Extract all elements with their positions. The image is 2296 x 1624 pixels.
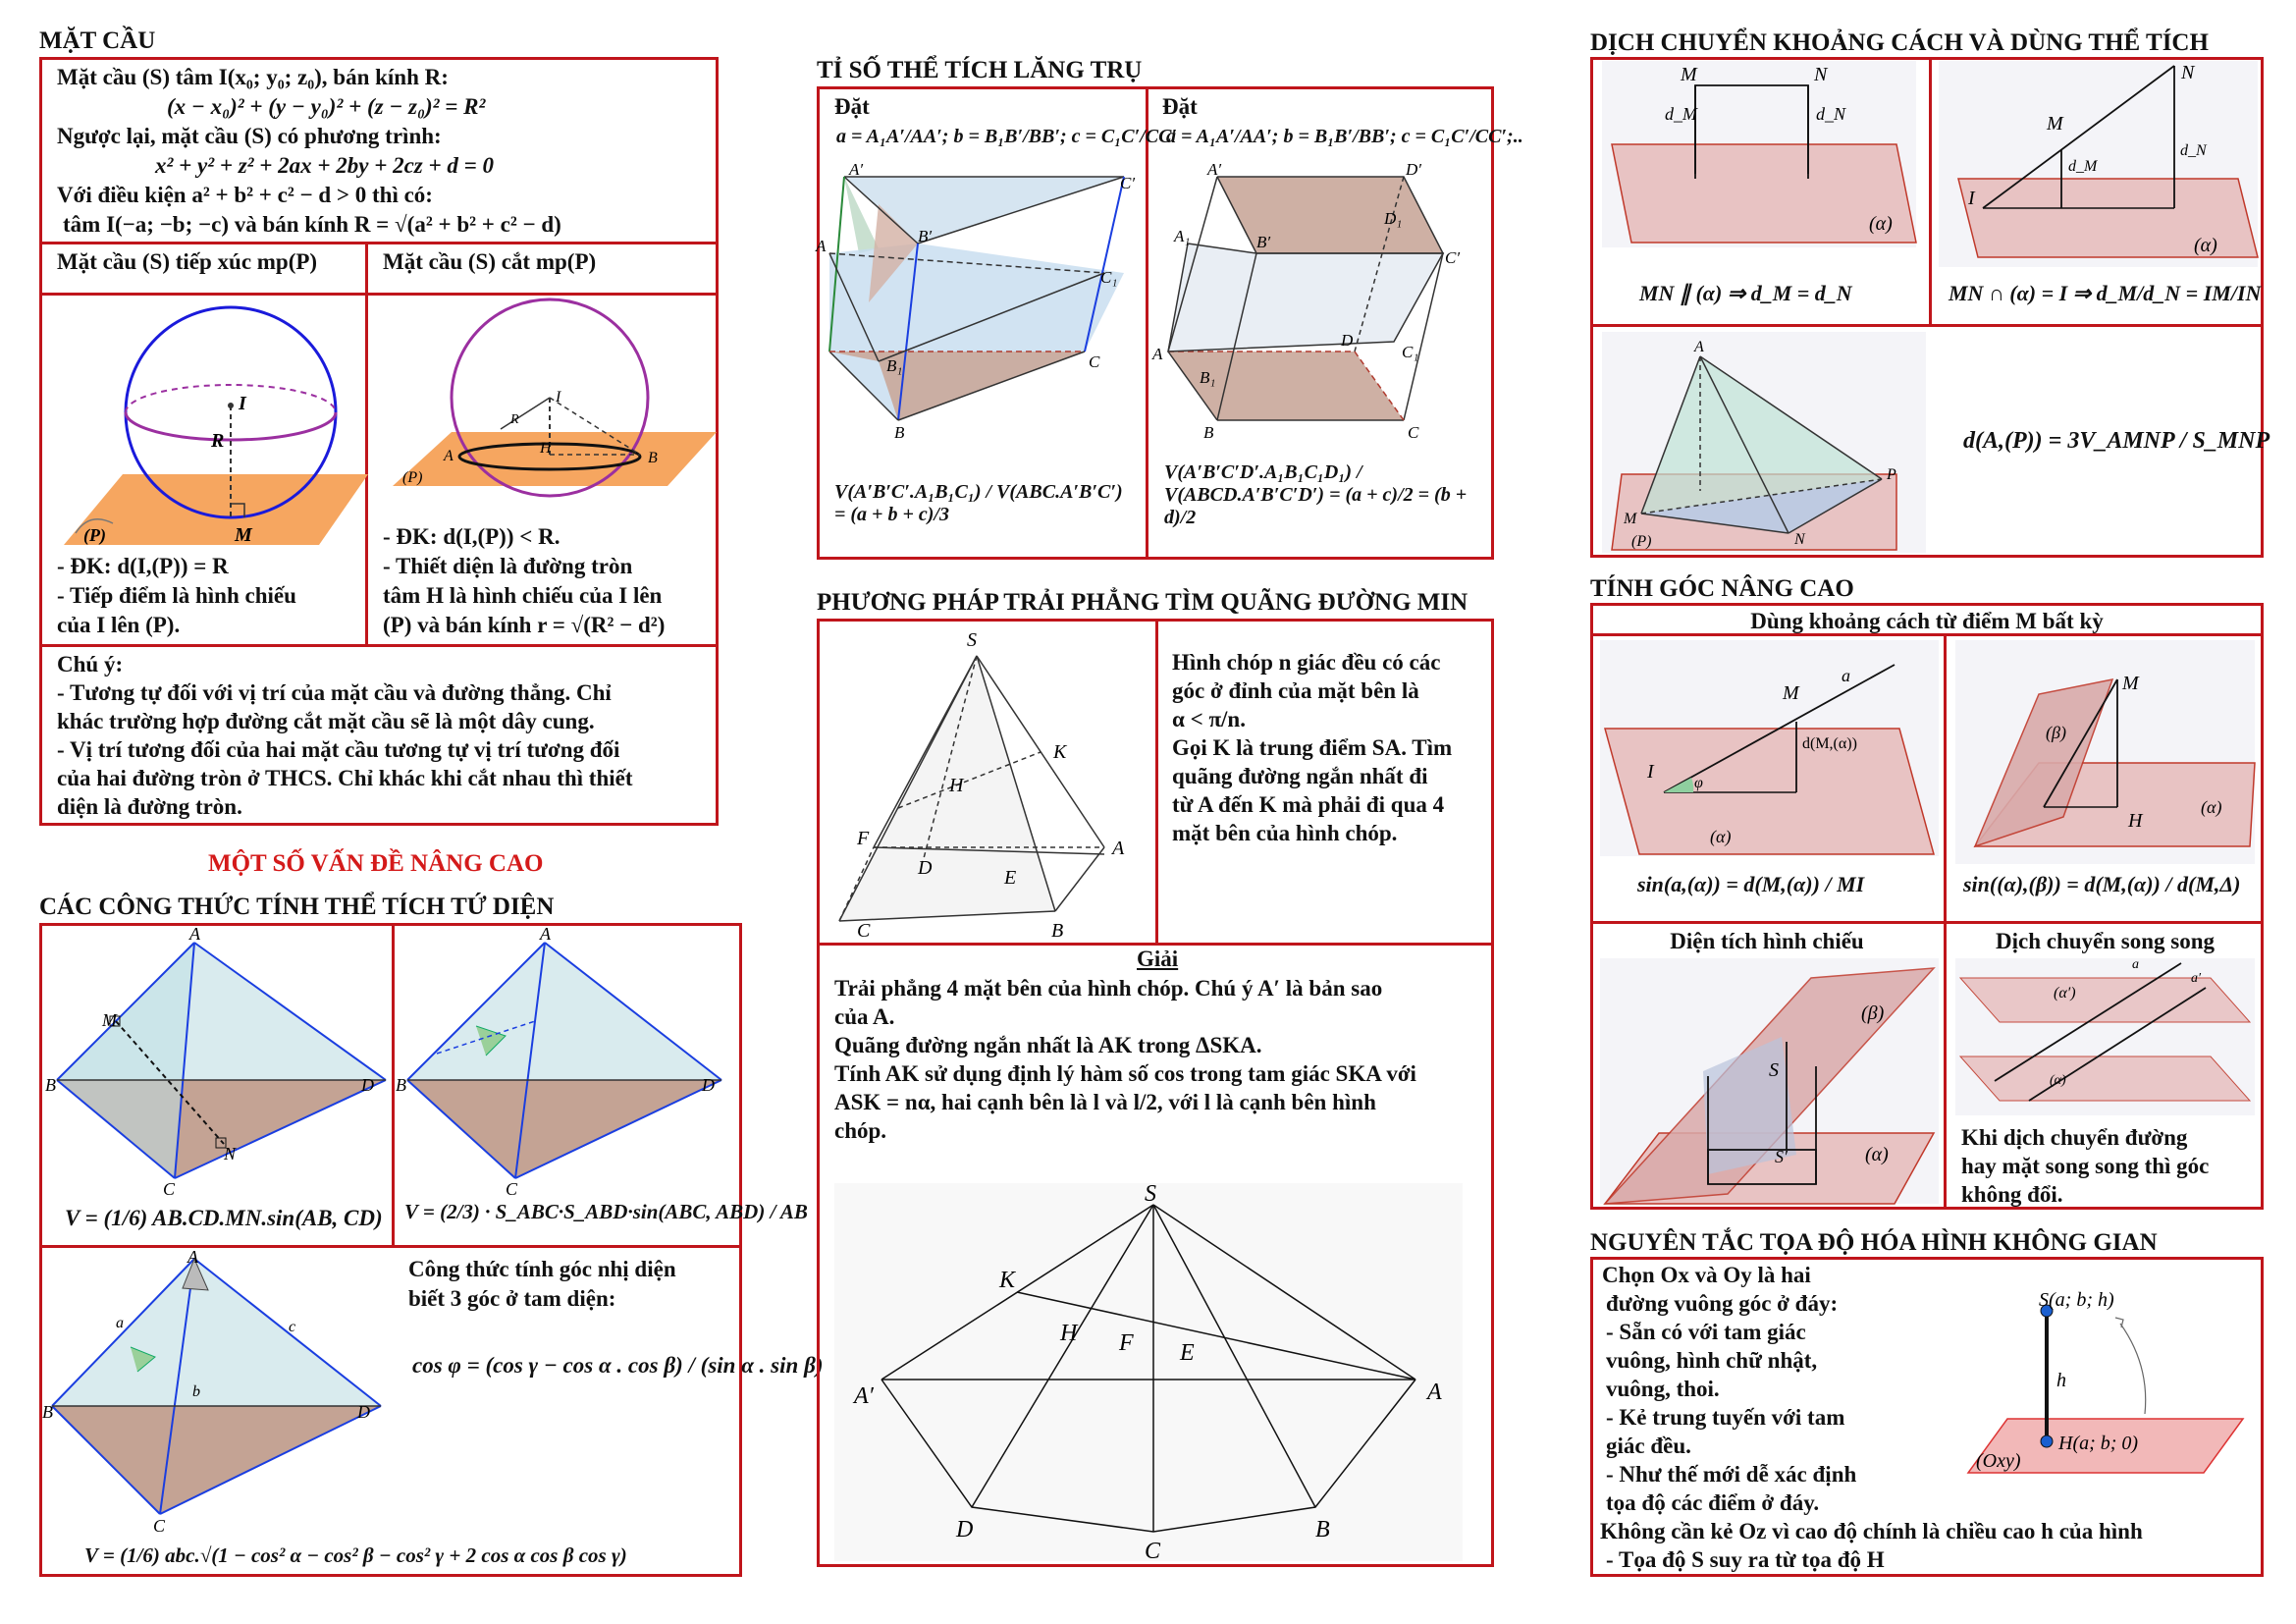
svg-text:(α): (α) [1865, 1144, 1889, 1165]
svg-text:A: A [816, 237, 827, 255]
svg-text:S′: S′ [1775, 1147, 1788, 1166]
note-line: - Tương tự đối với vị trí của mặt cầu và đường thẳng. Chỉ [57, 680, 612, 705]
cut-title: Mặt cầu (S) cắt mp(P) [383, 249, 597, 274]
svg-text:B: B [648, 450, 658, 466]
prism-formula-right: V(A′B′C′D′.A₁B₁C₁D₁) / V(ABCD.A′B′C′D′) = (a + c)/2 = (b + d)/2 [1164, 461, 1468, 528]
svg-text:D′: D′ [1406, 160, 1421, 179]
svg-text:I: I [1968, 188, 1975, 209]
svg-text:C: C [163, 1179, 176, 1199]
sphere-definition [57, 63, 561, 240]
note-line: diện là đường tròn. [57, 794, 242, 819]
angle-box-title: Dùng khoảng cách từ điểm M bất kỳ [1750, 609, 2104, 633]
volume-distance-figure [1602, 332, 1926, 553]
solution-text [834, 974, 1416, 1145]
svg-text:A′: A′ [854, 1383, 874, 1409]
svg-text:C: C [1408, 423, 1419, 442]
coord-label-plane: (Oxy) [1976, 1450, 2021, 1472]
problem-line: Hình chóp n giác đều có các [1172, 650, 1441, 675]
svg-text:(P): (P) [1631, 533, 1652, 550]
shift-note-line: Khi dịch chuyển đường [1961, 1125, 2188, 1150]
formula-cos: cos φ = (cos γ − cos α . cos β) / (sin α . sin β) [412, 1353, 824, 1378]
solution-line: ASK = nα, hai cạnh bên là l và l/2, với l là cạnh bên hình [834, 1090, 1376, 1114]
pyramid-figure [829, 626, 1144, 941]
parallel-shift-title: Dịch chuyển song song [1995, 929, 2216, 953]
ratio-left: a = A₁A′/AA′; b = B₁B′/BB′; c = C₁C′/CC′ [836, 126, 1178, 147]
coord-label-h: h [2056, 1370, 2066, 1391]
svg-text:(P): (P) [402, 469, 423, 486]
problem-line: mặt bên của hình chóp. [1172, 821, 1398, 845]
svg-text:M: M [1624, 511, 1637, 527]
svg-text:(α): (α) [2050, 1073, 2066, 1088]
parallel-formula: MN ∥ (α) ⇒ d_M = d_N [1639, 281, 1852, 305]
tangent-note: của I lên (P). [57, 613, 181, 637]
ratio-right: a = A₁A′/AA′; b = B₁B′/BB′; c = C₁C′/CC′;.. [1166, 126, 1523, 147]
sin-plane-plane-formula: sin((α),(β)) = d(M,(α)) / d(M,Δ) [1963, 872, 2241, 896]
projection-title: Diện tích hình chiếu [1670, 929, 1864, 953]
svg-text:F: F [857, 828, 870, 849]
cut-note: - ĐK: d(I,(P)) < R. [383, 524, 561, 549]
triangular-prism-figure [816, 160, 1144, 445]
svg-text:R: R [510, 412, 519, 427]
svg-text:N: N [2181, 62, 2195, 83]
note-line: Chú ý: [57, 652, 124, 677]
svg-text:H: H [949, 775, 964, 796]
svg-text:D: D [956, 1517, 974, 1543]
note-line: khác trường hợp đường cắt mặt cầu sẽ là một dây cung. [57, 709, 595, 733]
coord-heading: NGUYÊN TẮC TỌA ĐỘ HÓA HÌNH KHÔNG GIAN [1590, 1229, 2158, 1256]
svg-text:A: A [1694, 339, 1704, 355]
svg-text:I: I [1647, 761, 1654, 783]
svg-text:F: F [1119, 1330, 1134, 1356]
coord-label-hpoint: H(a; b; 0) [2058, 1433, 2139, 1454]
svg-text:D₁: D₁ [1384, 209, 1403, 228]
prism-formula-left: V(A′B′C′.A₁B₁C₁) / V(ABC.A′B′C′) = (a + b + c)/3 [834, 481, 1123, 525]
svg-text:A: A [1427, 1380, 1442, 1405]
dihedral-line: Công thức tính góc nhị diện [408, 1257, 676, 1281]
svg-text:C: C [857, 920, 871, 942]
coord-label-s: S(a; b; h) [2039, 1289, 2114, 1311]
svg-text:B: B [45, 1075, 56, 1095]
svg-text:H: H [540, 440, 552, 457]
coord-line: giác đều. [1606, 1434, 1691, 1458]
shift-note-line: không đổi. [1961, 1182, 2063, 1207]
coord-line: vuông, thoi. [1606, 1377, 1720, 1401]
sphere-def-line: tâm I(−a; −b; −c) và bán kính R = √(a² + b² + c² − d) [63, 212, 561, 237]
svg-text:B₁: B₁ [1200, 368, 1216, 387]
angle-heading: TÍNH GÓC NÂNG CAO [1590, 575, 1854, 602]
sphere-def-line: Ngược lại, mặt cầu (S) có phương trình: [57, 124, 442, 148]
svg-text:C: C [1089, 352, 1100, 371]
svg-text:D: D [1341, 331, 1354, 350]
svg-text:A: A [444, 448, 454, 464]
svg-text:H: H [2128, 810, 2143, 832]
sphere-def-line: Với điều kiện a² + b² + c² − d > 0 thì có: [57, 183, 433, 207]
svg-text:C: C [153, 1516, 166, 1536]
svg-text:A′: A′ [849, 160, 864, 179]
coord-line: Không cần kẻ Oz vì cao độ chính là chiều cao h của hình [1600, 1519, 2143, 1543]
svg-text:R: R [211, 430, 225, 452]
svg-text:M: M [235, 524, 252, 546]
svg-text:D: D [702, 1075, 715, 1095]
plane-p [393, 432, 717, 486]
cut-notes [383, 522, 665, 640]
svg-text:N: N [1814, 64, 1828, 85]
svg-text:B′: B′ [918, 227, 933, 245]
solution-line: của A. [834, 1004, 895, 1029]
svg-text:d_N: d_N [2180, 142, 2207, 159]
solution-line: Tính AK sử dụng định lý hàm số cos trong tam giác SKA với [834, 1061, 1416, 1086]
svg-text:a′: a′ [2191, 971, 2202, 986]
problem-line: góc ở đỉnh của mặt bên là [1172, 678, 1419, 703]
svg-text:(α): (α) [2194, 235, 2217, 256]
svg-text:φ: φ [1694, 775, 1703, 791]
svg-text:B: B [42, 1402, 53, 1422]
svg-text:A₁: A₁ [1174, 227, 1191, 245]
svg-text:d_M: d_M [2068, 158, 2098, 175]
svg-text:d(M,(α)): d(M,(α)) [1802, 735, 1857, 752]
sphere-def-line: x² + y² + z² + 2ax + 2by + 2cz + d = 0 [155, 153, 494, 178]
svg-text:D: D [918, 857, 933, 879]
prism-heading: TỈ SỐ THỂ TÍCH LĂNG TRỤ [817, 57, 1143, 83]
svg-text:I: I [239, 393, 246, 414]
coord-line: tọa độ các điểm ở đáy. [1606, 1490, 1820, 1515]
svg-text:A: A [189, 924, 200, 944]
tangent-sphere-figure [54, 299, 368, 555]
svg-text:C: C [1145, 1539, 1161, 1564]
svg-text:M: M [2122, 673, 2139, 694]
svg-text:D: D [361, 1075, 374, 1095]
svg-text:C′: C′ [1445, 248, 1461, 267]
tetrahedron-figure-1 [45, 924, 386, 1199]
problem-line: Gọi K là trung điểm SA. Tìm [1172, 735, 1453, 760]
svg-text:A: A [1112, 838, 1125, 859]
projection-area-figure [1600, 958, 1939, 1204]
coordinate-figure [1949, 1276, 2253, 1492]
note-line: - Vị trí tương đối của hai mặt cầu tương tự vị trí tương đối [57, 737, 620, 762]
parallel-shift-figure [1955, 958, 2255, 1115]
svg-text:a: a [2132, 957, 2139, 972]
formula-v3: V = (1/6) abc.√(1 − cos² α − cos² β − cos² γ + 2 cos α cos β cos γ) [84, 1543, 627, 1567]
tangent-note: - Tiếp điểm là hình chiếu [57, 583, 296, 608]
svg-text:a: a [1842, 666, 1850, 685]
intersect-formula: MN ∩ (α) = I ⇒ d_M/d_N = IM/IN [1949, 281, 2262, 305]
intersect-distance-figure [1939, 61, 2258, 267]
svg-text:(α): (α) [2201, 797, 2222, 817]
svg-text:M: M [1783, 682, 1799, 704]
tangent-title: Mặt cầu (S) tiếp xúc mp(P) [57, 249, 318, 274]
cut-note: - Thiết diện là đường tròn [383, 554, 633, 578]
svg-text:C₁: C₁ [1100, 268, 1118, 287]
svg-text:N: N [224, 1144, 237, 1164]
svg-text:(α): (α) [1710, 827, 1732, 846]
prism-left-dat: Đặt [834, 94, 870, 119]
note-block [57, 650, 633, 821]
shift-note [1961, 1123, 2209, 1209]
svg-text:B₁: B₁ [886, 356, 903, 375]
problem-line: α < π/n. [1172, 707, 1246, 731]
svg-text:(α′): (α′) [2054, 985, 2076, 1001]
tangent-notes [57, 552, 296, 640]
svg-text:(β): (β) [1861, 1002, 1885, 1024]
volume-distance-formula: d(A,(P)) = 3V_AMNP / S_MNP [1963, 428, 2270, 454]
dihedral-line: biết 3 góc ở tam diện: [408, 1286, 616, 1311]
svg-text:(α): (α) [1869, 213, 1893, 235]
svg-text:B: B [396, 1075, 406, 1095]
svg-text:N: N [1794, 531, 1805, 548]
svg-text:B: B [1315, 1517, 1330, 1543]
dihedral-text [408, 1255, 676, 1314]
volume-heading: CÁC CÔNG THỨC TÍNH THỂ TÍCH TỨ DIỆN [39, 893, 555, 920]
solution-line: chóp. [834, 1118, 887, 1143]
coord-line: - Sẵn có với tam giác [1606, 1320, 1806, 1344]
distance-heading: DỊCH CHUYỂN KHOẢNG CÁCH VÀ DÙNG THỂ TÍCH [1590, 29, 2209, 56]
cut-note: (P) và bán kính r = √(R² − d²) [383, 613, 666, 637]
svg-text:b: b [192, 1383, 200, 1400]
svg-text:E: E [1180, 1340, 1195, 1366]
svg-text:K: K [999, 1268, 1016, 1293]
svg-text:D: D [357, 1402, 370, 1422]
prism-right-dat: Đặt [1162, 94, 1198, 119]
cut-sphere-figure [383, 299, 717, 496]
svg-text:M: M [2047, 113, 2063, 135]
svg-text:B: B [894, 423, 905, 442]
advanced-title: MỘT SỐ VẤN ĐỀ NÂNG CAO [208, 850, 544, 877]
svg-text:d_N: d_N [1816, 104, 1846, 124]
tangent-note: - ĐK: d(I,(P)) = R [57, 554, 229, 578]
svg-text:S: S [1145, 1181, 1156, 1207]
sphere-def-line: (x − x₀)² + (y − y₀)² + (z − z₀)² = R² [167, 94, 486, 119]
svg-text:A: A [1152, 345, 1163, 363]
cut-note: tâm H là hình chiếu của I lên [383, 583, 663, 608]
problem-line: quãng đường ngắn nhất đi [1172, 764, 1428, 788]
svg-text:A′: A′ [1207, 160, 1222, 179]
formula-v1: V = (1/6) AB.CD.MN.sin(AB, CD) [65, 1206, 383, 1230]
svg-text:(P): (P) [83, 525, 106, 545]
coord-line: - Kẻ trung tuyến với tam [1606, 1405, 1845, 1430]
coord-line: Chọn Ox và Oy là hai [1602, 1263, 1811, 1287]
svg-text:A: A [540, 924, 551, 944]
note-line: của hai đường tròn ở THCS. Chỉ khác khi cắt nhau thì thiết [57, 766, 633, 790]
svg-text:A: A [187, 1247, 198, 1267]
svg-text:B: B [1203, 423, 1214, 442]
svg-text:K: K [1053, 741, 1067, 763]
svg-text:I: I [556, 389, 561, 406]
unfold-heading: PHƯƠNG PHÁP TRẢI PHẲNG TÌM QUÃNG ĐƯỜNG MIN [817, 589, 1468, 616]
coord-line: - Tọa độ S suy ra từ tọa độ H [1606, 1547, 1885, 1572]
svg-text:B: B [1051, 920, 1064, 942]
svg-text:C: C [506, 1179, 518, 1199]
tetrahedron-figure-2 [396, 924, 736, 1199]
svg-text:M: M [1681, 64, 1697, 85]
formula-v2: V = (2/3) · S_ABC·S_ABD·sin(ABC, ABD) / AB [404, 1200, 808, 1223]
line-plane-angle-figure [1600, 640, 1939, 856]
problem-text [1172, 648, 1452, 847]
solution-line: Quãng đường ngắn nhất là AK trong ΔSKA. [834, 1033, 1262, 1057]
mat-cau-heading: MẶT CẦU [39, 27, 156, 54]
unfolded-net-figure [834, 1181, 1463, 1564]
svg-text:S: S [1769, 1059, 1779, 1081]
solution-title: Giải [1137, 947, 1179, 971]
shift-note-line: hay mặt song song thì góc [1961, 1154, 2210, 1178]
svg-text:C′: C′ [1120, 174, 1136, 192]
coord-line: vuông, hình chữ nhật, [1606, 1348, 1818, 1373]
svg-text:c: c [289, 1319, 296, 1335]
svg-text:B′: B′ [1256, 233, 1271, 251]
svg-text:(β): (β) [2046, 723, 2066, 742]
svg-text:S: S [967, 629, 977, 651]
plane-plane-angle-figure [1955, 640, 2255, 864]
svg-text:a: a [116, 1315, 124, 1331]
coord-line: - Như thế mới dễ xác định [1606, 1462, 1857, 1487]
problem-line: từ A đến K mà phải đi qua 4 [1172, 792, 1445, 817]
solution-line: Trải phẳng 4 mặt bên của hình chóp. Chú ý A′ là bản sao [834, 976, 1383, 1001]
svg-text:P: P [1887, 466, 1896, 483]
sin-line-plane-formula: sin(a,(α)) = d(M,(α)) / MI [1637, 872, 1865, 896]
svg-text:M: M [102, 1010, 117, 1030]
svg-text:E: E [1004, 867, 1017, 889]
svg-text:H: H [1060, 1321, 1078, 1346]
parallelepiped-figure [1148, 160, 1492, 445]
svg-text:d_M: d_M [1665, 104, 1697, 124]
svg-text:C₁: C₁ [1402, 343, 1419, 361]
tetrahedron-figure-3 [42, 1247, 386, 1536]
plane-p [64, 474, 368, 545]
sphere-def-line: Mặt cầu (S) tâm I(x₀; y₀; z₀), bán kính R: [57, 65, 449, 89]
coord-line: đường vuông góc ở đáy: [1606, 1291, 1839, 1316]
parallel-distance-figure [1602, 61, 1916, 247]
